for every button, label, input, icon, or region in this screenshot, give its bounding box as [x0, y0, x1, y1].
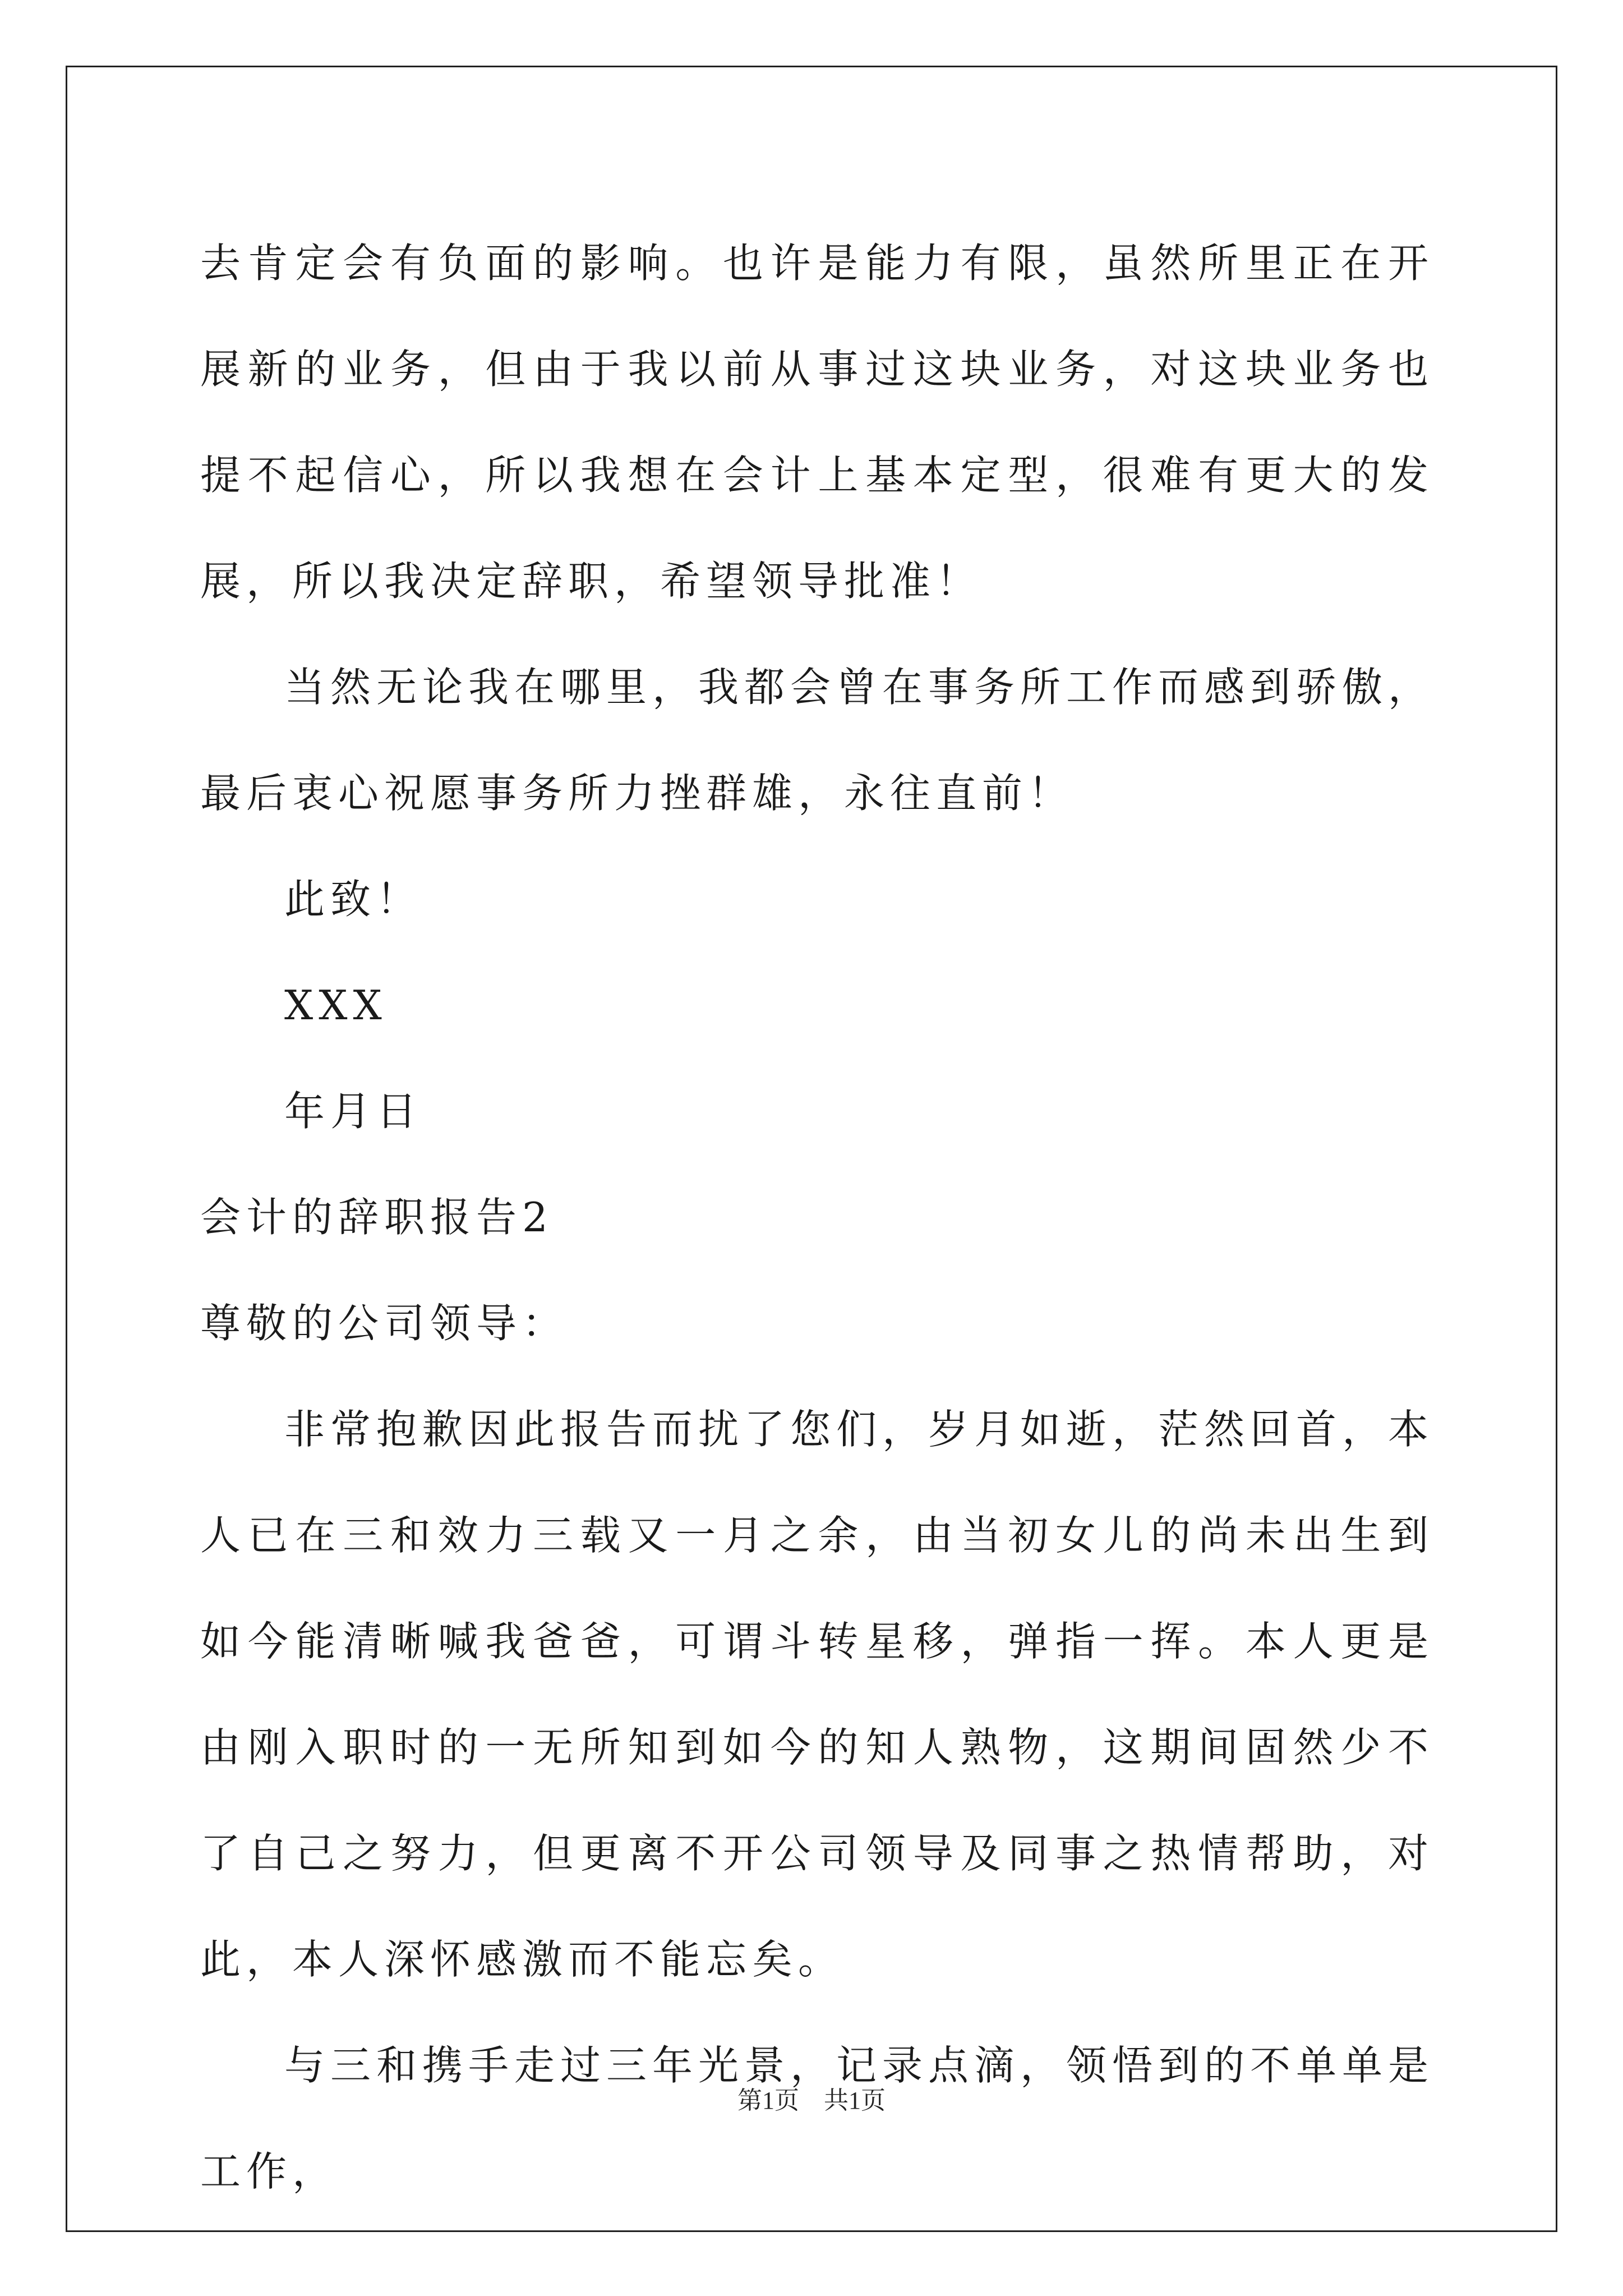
paragraph-2: 当然无论我在哪里，我都会曾在事务所工作而感到骄傲，最后衷心祝愿事务所力挫群雄，永往直前！: [200, 664, 1435, 817]
page-number: 第1页: [737, 2087, 799, 2114]
paragraph-1: 去肯定会有负面的影响。也许是能力有限，虽然所里正在开展新的业务，但由于我以前从事过这块业务，对这块业务也提不起信心，所以我想在会计上基本定型，很难有更大的发展，所以我决定辞职，希望领导批准！: [200, 240, 1434, 605]
page-total: 共1页: [824, 2087, 886, 2114]
section-title: 会计的辞职报告2: [200, 1194, 554, 1241]
page-footer: [0, 2084, 1623, 2118]
paragraph-4: 与三和携手走过三年光景，记录点滴，领悟到的不单单是工作，: [200, 2042, 1435, 2195]
greeting: 尊敬的公司领导：: [200, 1300, 569, 1347]
document-body: [200, 210, 1434, 2225]
paragraph-3: 非常抱歉因此报告而扰了您们，岁月如逝，茫然回首，本人已在三和效力三载又一月之余，由当初女儿的尚未出生到如今能清晰喊我爸爸，可谓斗转星移，弹指一挥。本人更是由刚入职时的一无所知到如今的知人熟物，这期间固然少不了自己之努力，但更离不开公司领导及同事之热情帮助，对此，本人深怀感激而不能忘矣。: [200, 1406, 1435, 1983]
signature-date: 年月日: [284, 1088, 423, 1135]
closing-salutation: 此致！: [284, 876, 423, 923]
signature-name: XXX: [284, 982, 388, 1029]
